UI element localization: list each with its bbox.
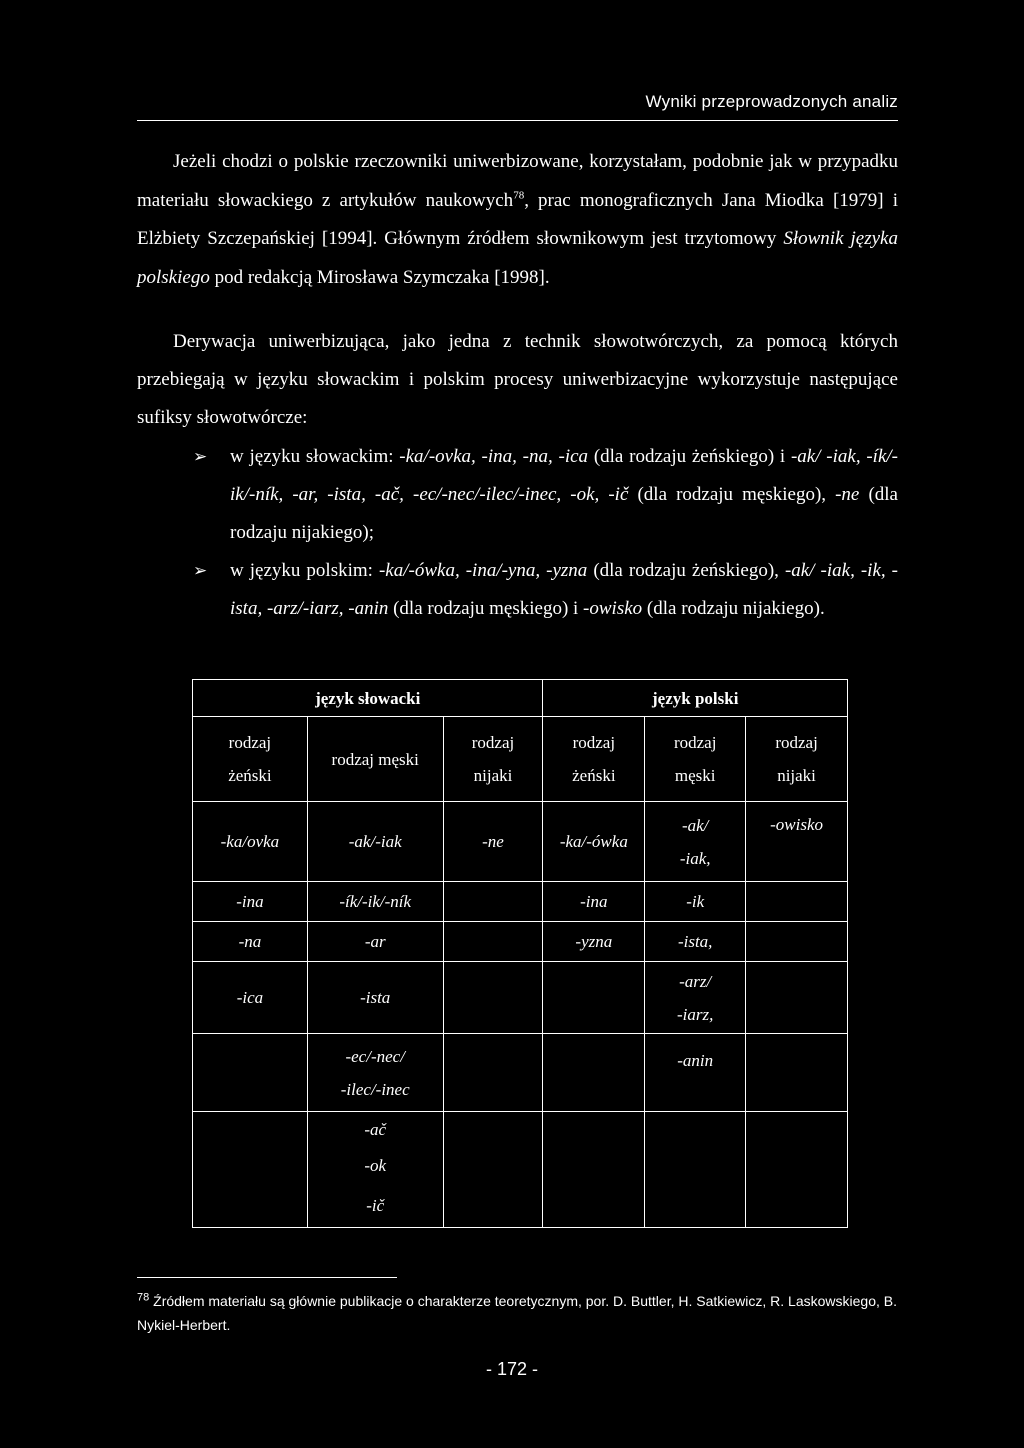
table-cell <box>645 1184 746 1228</box>
table-cell <box>193 1034 308 1112</box>
table-cell: -ok <box>307 1148 443 1184</box>
suffix-table <box>192 679 848 1228</box>
table-cell: -ič <box>307 1184 443 1228</box>
table-cell: -ina <box>543 882 645 922</box>
col-header: rodzaj męski <box>645 717 746 802</box>
table-cell <box>443 882 543 922</box>
paragraph-sources <box>137 143 898 297</box>
table-cell <box>543 1112 645 1148</box>
header-rule <box>137 120 898 121</box>
table-cell <box>543 962 645 1034</box>
table-cell <box>746 882 848 922</box>
text: w języku polskim: <box>230 560 379 581</box>
footnote <box>137 1289 897 1337</box>
paragraph-derivation: Derywacja uniwerbizująca, jako jedna z technik słowotwórczych, za pomocą których przebiegają w języku słowackim i polskim procesy uniwerbizacyjne wykorzystuje następujące sufiksy słowotwórcze: <box>137 331 898 428</box>
col-header: rodzaj nijaki <box>443 717 543 802</box>
table-cell <box>443 1148 543 1184</box>
table-cell: -ista <box>307 962 443 1034</box>
table-cell: -arz/ -iarz, <box>645 962 746 1034</box>
suffixes: -ka/-ovka, -ina, -na, -ica <box>399 446 589 467</box>
list-item-polish <box>193 552 898 628</box>
table-cell <box>543 1034 645 1112</box>
suffixes: -ne <box>835 484 860 505</box>
text: w języku słowackim: <box>230 446 400 467</box>
table-cell <box>746 1034 848 1112</box>
suffixes: -ak/ -iak, -ík/-ik/-ník, -ar, -ista, -ač, -ec/-nec/-ilec/-inec, -ok, -ič <box>230 446 898 505</box>
table-cell: -ik <box>645 882 746 922</box>
text: (dla rodzaju nijakiego); <box>230 484 898 543</box>
col-header: rodzaj żeński <box>543 717 645 802</box>
suffixes: -ak/ -iak, -ik, -ista, -arz/-iarz, -anin <box>230 560 898 619</box>
table-cell: -anin <box>645 1034 746 1112</box>
table-cell <box>543 1148 645 1184</box>
para1-text-c: pod redakcją Mirosława Szymczaka [1998]. <box>209 266 550 288</box>
footnote-ref: 78 <box>513 189 525 202</box>
footnote-text: Źródłem materiału są głównie publikacje o charakterze teoretycznym, por. D. Buttler, H. Satkiewicz, R. Laskowskiego, B. Nykiel-Herbert. <box>137 1293 898 1333</box>
list-item-slovak <box>193 438 898 552</box>
para1-text-a: Jeżeli chodzi o polskie rzeczowniki uniwerbizowane, korzystałam, podobnie jak w przypadku materiału słowackiego z artykułów naukowych <box>137 151 898 211</box>
suffixes: -ka/-ówka, -ina/-yna, -yzna <box>378 560 588 581</box>
dictionary-title: Słownik języka polskiego <box>137 228 898 288</box>
table-cell <box>746 962 848 1034</box>
table-cell <box>746 1184 848 1228</box>
running-head: Wyniki przeprowadzonych analiz <box>645 92 898 111</box>
table-cell: -ač <box>307 1112 443 1148</box>
suffix-list <box>193 438 898 628</box>
text: (dla rodzaju nijakiego). <box>642 598 825 619</box>
arrow-bullet-icon: ➢ <box>193 447 208 467</box>
table-cell: -owisko <box>746 802 848 882</box>
table-cell: -ka/ovka <box>193 802 308 882</box>
col-header: rodzaj żeński <box>193 717 308 802</box>
table-cell: -ar <box>307 922 443 962</box>
suffixes: -owisko <box>583 598 643 619</box>
table-cell <box>645 1148 746 1184</box>
col-header: rodzaj męski <box>307 717 443 802</box>
table-cell: -ak/-iak <box>307 802 443 882</box>
table-cell <box>746 1112 848 1148</box>
text: (dla rodzaju męskiego), <box>628 484 836 505</box>
table-cell: -ec/-nec/ -ilec/-inec <box>307 1034 443 1112</box>
table-cell <box>543 1184 645 1228</box>
table-cell <box>443 962 543 1034</box>
header-slovak: język słowacki <box>193 680 543 717</box>
table-cell: -ista, <box>645 922 746 962</box>
header-polish: język polski <box>543 680 848 717</box>
table-cell <box>443 1034 543 1112</box>
table-cell: -ina <box>193 882 308 922</box>
table-cell <box>443 1184 543 1228</box>
table-cell <box>193 1148 308 1184</box>
table-cell <box>193 1112 308 1148</box>
footnote-rule <box>137 1277 397 1278</box>
table-cell: -ica <box>193 962 308 1034</box>
table-cell <box>443 1112 543 1148</box>
text: (dla rodzaju męskiego) i <box>388 598 584 619</box>
page-number: - 172 - <box>485 1359 539 1379</box>
table-cell: -ak/ -iak, <box>645 802 746 882</box>
table-cell: -ne <box>443 802 543 882</box>
table-cell <box>193 1184 308 1228</box>
table-cell <box>746 1148 848 1184</box>
text: (dla rodzaju żeńskiego), <box>587 560 785 581</box>
table-cell: -ík/-ik/-ník <box>307 882 443 922</box>
table-cell <box>645 1112 746 1148</box>
text: (dla rodzaju żeńskiego) i <box>588 446 791 467</box>
table-cell: -yzna <box>543 922 645 962</box>
col-header: rodzaj nijaki <box>746 717 848 802</box>
footnote-number: 78 <box>137 1291 150 1304</box>
arrow-bullet-icon: ➢ <box>193 561 208 581</box>
para1-text-b: , prac monograficznych Jana Miodka [1979] i Elżbiety Szczepańskiej [1994]. Głównym źródłem słownikowym jest trzytomowy <box>137 189 898 249</box>
table-cell <box>443 922 543 962</box>
table-cell: -na <box>193 922 308 962</box>
table-cell <box>746 922 848 962</box>
table-cell: -ka/-ówka <box>543 802 645 882</box>
